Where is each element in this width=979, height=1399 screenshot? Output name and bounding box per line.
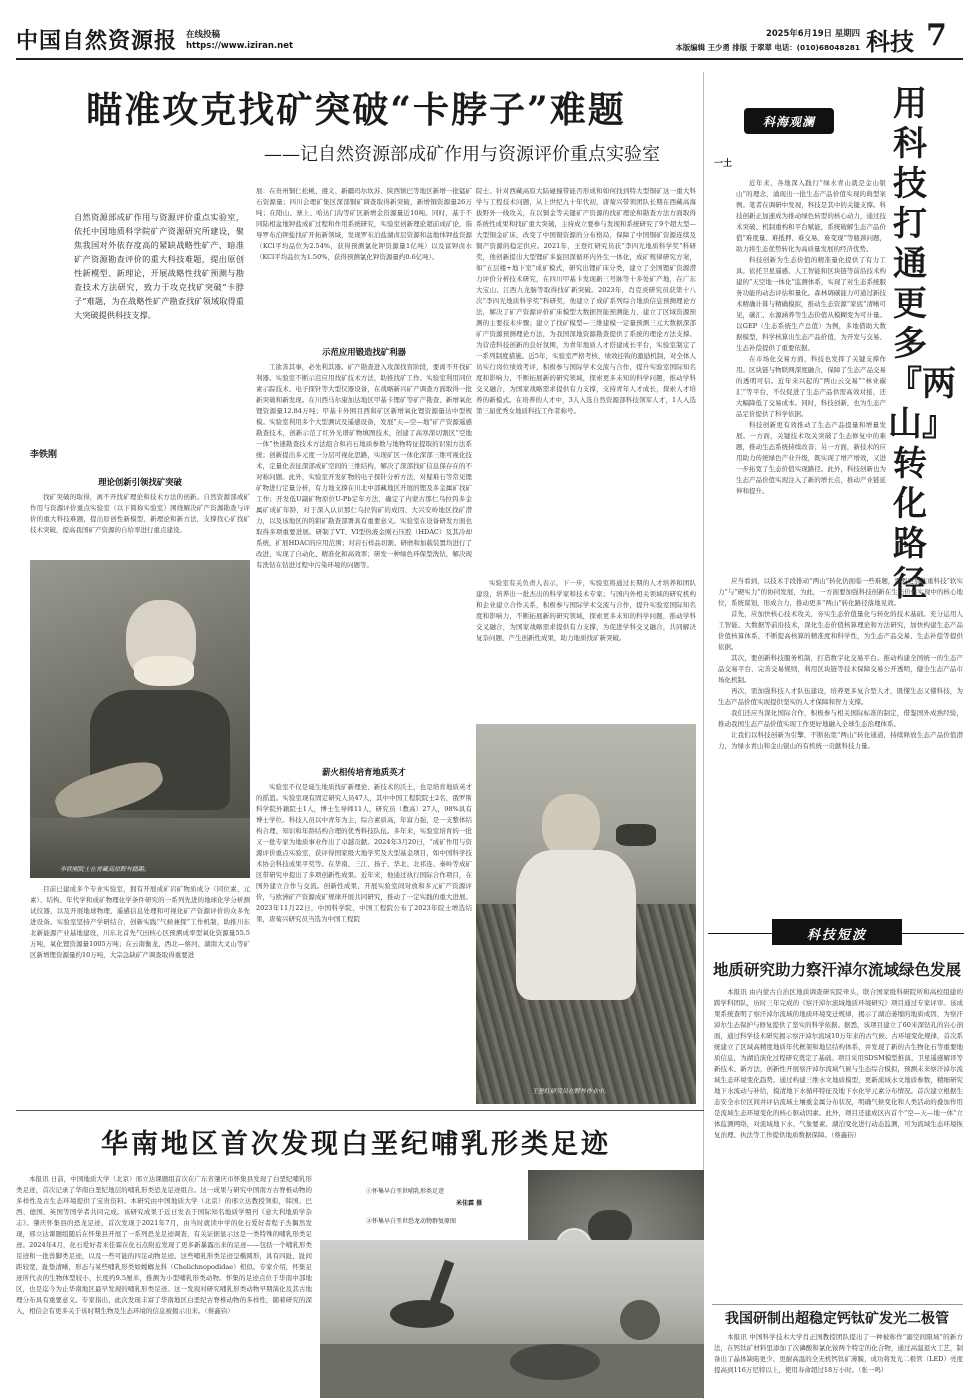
lead-subtitle: ——记自然资源部成矿作用与资源评价重点实验室	[264, 144, 660, 165]
photo-field-survey	[30, 560, 250, 878]
brief-divider	[712, 1304, 963, 1305]
lead-subhead-theory: 理论创新引领找矿突破	[98, 477, 182, 487]
page-number: 7	[926, 18, 947, 53]
lead-headline: 瞄准攻克找矿突破“卡脖子”难题	[86, 89, 626, 131]
photo-field-survey-caption: 李铁刚院士在青藏高原野外踏勘。	[60, 866, 151, 873]
lead-col2-text-a: 展：在贵州铜仁松桃、遵义、新疆玛尔坎苏、陕西镇巴等地区新增一批锰矿石资源量；四川会理矿集区深部铜矿调查取得新突破，新增铜资源量26万吨；在阳山、寨上、哈达门沟等矿区新增金资源量近10吨。同时，基于不同陆相盆地钾盐成矿过程和作用系统研究，实验室创新理论超前成矿论，指导罗布泊钾盐找矿开拓新领域，发现罗布泊盐湖卤层资源和盆地体钾盐资源（KCl平均品位为2.54%，获得预测氯化钾资源量1亿吨）以及富钾卤水（KCl平均品位为1.50%，获得预测氯化钾资源量约0.6亿吨）。	[256, 187, 472, 261]
lead-col3-text-a: 院士。针对西藏高原大陆碰撞带能否形成和如何找到特大型铜矿这一重大科学与工程技术问题，从上世纪九十年代初，唐菊兴带领团队长期在西藏高海拔野外一线攻关，在以铜金等关键矿产资源的找矿理论和勘查方法方面取得系统性成果和找矿重大突破，主持成立要参与发现和系统研究了9个超大型—大型铜金矿床，改变了中国铜资源的分布格局，保障了中国铜矿资源连续及铜产资源的稳定供应。2021年，王登红研究员获“李四光地质科学奖”科研奖，他创新提出大型锂矿多旋回深循环内外生一体化，成矿规律研究方案，如“五层楼+地下室”成矿模式，研究出锂矿床分类，建立了全国锂矿资源潜力评价分析技术研究，在四川甲基卡发现新三号脉等十多处矿产地，在广东大宝山、江西九龙脑等取得找矿新突破。2023年，肖克炎研究员获第十八次“李四光地质科学奖”科研奖，他建立了成矿系列综合地质信息预测理论方法，解决了矿产资源评价矿床模型大数据智能预测能力，建立了区域资源预测的主要技术步骤；建立了找矿模型—三维建模一定量预测三元大数据深部矿产资源预测理论方法，为我国深地资源勘查提供了系统的理论方法支撑。为营造科技创新的良好氛围，为青年地质人才搭建成长平台，实验室制定了一系列制度措施。近5年，实验室严格考核、绩效挂钩的激励机制，对全体人员实行岗位绩效考评，积极参与国际学术交流与合作，提升实验室国际知名度和影响力，不断拓展新的研究领域，探索更多未知的科学问题，推动学科交叉融合，为国家战略需求提供有力支撑，支持青年人才成长，探索人才培养的新模式。在培养的人才中，3人入选自然资源部科技领军人才，1人入选第三届优秀女地质科技工作者称号。	[476, 187, 696, 415]
editor-info: 本版编辑 王少勇 排版 于翠翠 电话：(010)68048281	[675, 43, 860, 52]
illustration-dinosaur-fauna	[320, 1240, 704, 1398]
lead-subhead-application: 示范应用锻造找矿利器	[322, 347, 406, 357]
lead-subhead-talent: 薪火相传培育地质英才	[322, 767, 406, 777]
photo-field-work-caption: 王登红研究员在野外作业中。	[532, 1088, 611, 1095]
briefs-badge-label: 科技短波	[806, 928, 867, 943]
fossil-caption-2: ②怀集早白垩世恐龙动物群复原图	[366, 1218, 457, 1225]
newspaper-name: 中国自然资源报	[16, 28, 178, 54]
issue-date: 2025年6月19日 星期四	[766, 28, 860, 38]
column-text-top: 近年来，各地深入践行“绿水青山就是金山银山”的理念，涌现出一批生态产品价值实现的典型案例。笔者在调研中发现，科技是其中的关键支撑。科技创新正加速成为推动绿色转型的核心动力，通过技术突破、机制重构和平台赋能，系统破解生态产品价值“难度量、难抵押、难交易、难变现”等瓶颈问题，助力将生态优势转化为高质量发展的经济优势。 科技创新为生态价值的精准量化提供了有力工具。依托卫星遥感、人工智能和区块链等前沿技术构建的“天空地一体化”监测体系，实现了对生态系统服务功能的动态评估和量化。森林调碳能力可通过新技术精确计算与精确模拟，推动生态资源“家底”清晰可见，碳汇、水源涵养等生态价值从模糊变为可计量。以GEP（生态系统生产总值）为例，多地借助大数据模型，科学核算出生态产品价值，为开发与交易、生态补偿提供了重要依据。 在市场化交易方面，科技也发挥了关键支撑作用。区块链与物联网深度融合，保障了生态产品交易的透明可信。近年来兴起的“两山云交易”“林业碳汇”等平台，不仅促进了生态产品供需高效对接，还大幅降低了交易成本。同时，科技创新，也为生态产品定价提供了科学依据。 科技创新更有效推动了生态产品提量和增量发展。一方面，关键技术攻关突破了生态修复中的难题，推动生态系统持续改善；另一方面，新技术的应用助力传统绿色产业升级，既实现了增产增效，又进一步拓宽了生态价值实现路径。此外，科技创新也为生态产品价值实现注入了新的增长点，推动产业链延伸和提升。	[736, 179, 886, 495]
brief2-text: 本报讯 中国科学技术大学肖正国教授团队提出了一种被称作“溺空间限域”的新方法，在钙钛矿材料里添加了次磷酸和氯化铵两个特定的化合物，通过高温退火工艺，制备出了晶体缺陷更少、更耐高温的全无机钙钛矿薄膜，成功将发光二极管（LED）亮度提高到116万尼特以上，使用寿命超过18万小时。（张一鸣）	[714, 1333, 963, 1374]
column-title: 用科技打通更多『两山』转化路径	[888, 84, 956, 604]
lead-col2-text-b: 工欲善其事，必先利其器。矿产勘查进入攻深找盲阶段，要离不开找矿利器。实验室不断示范应用找矿技术方法，助推找矿工作。实验室利用同位素示踪技术、电子探针等大型仪器设备，在战略新兴矿产调查方面取得一批新突破和新发现。在川西马尔康加达地区甲基卡锂矿等矿产勘查、新增氧化锂资源量12.84万吨；甲基卡外围目西和矿区新增氧化锂资源量达中型规模。实验室利用多个大型测试及遥感设备，发展“天—空—地”矿产资源遥感勘查技术，创新示范了红外光谱矿物填图技术，创建了高寒深切割区“空地一体”快速勘查技术方法组合和岩石地质参数与地物特征提取的识别方法系统；创新提出多元度一分层可视化思路，实现矿区一体化深部三维可视化技术，定量化表征深部成矿空间的三维结构，解决了深部找矿信息保存在的不对称问题。此外，实验室开发矿物的电子探针分析方法，对疑难石等常见锂矿物进行定量分析，有力地支撑在川北中部藏地区开展的锂及多金属矿找矿工作；开发低U副矿物原位U-Pb定年方法，确定了内蒙古那仁乌拉钨多金属矿成矿年龄，对于深入认识那仁乌拉钨矿的成因、大兴安岭地区找矿潜力，以及该地区的钨钼矿勘查部署具有重要意义。实验室在设备研发方面也取得多项重要进展。研制了VT、VI型热液金刚石压腔（HDAC）及其冷却系统，扩展HDAC的应用范围；对岩石样品切割、研磨和加载装置均进行了改进，实现了自动化、精准化和高效率；研发一种绿色环保型洗钻，解决现有洗钻在钻进过程中污染环境的问题等。	[256, 363, 472, 569]
masthead-rule	[16, 58, 963, 60]
masthead	[0, 0, 979, 60]
fossil-caption-1: ①怀集早白垩世哺乳形类足迹	[366, 1188, 445, 1195]
lead-col1-text-a: 找矿突破的取得，离不开找矿理论和技术方法的创新。自然资源部成矿作用与资源评价重点实验室（以下简称实验室）围绕解决矿产资源勘查与评价的重大科技难题，提出原创性新模型、新理论和新方法，支撑找心矿找矿技术突破，提高我国矿产资源的自给率进行重点建设。	[30, 493, 250, 534]
lead-col3-text-b: 实验室有关负责人表示，下一步，实验室将通过长期的人才培养和团队建设，培养出一批杰出的科学家和技术专家；与国内外相关领域的研究机构和企业建立合作关系，积极参与国际学术交流与合作，提升实验室国际知名度和影响力，不断拓展新的研究领域，探索更多未知的科学问题，推动学科交叉融合，为国家战略需求提供有力支撑，为促进学科交叉融合，共同解决复杂问题，产生创新性成果，助力地质找矿新突破。	[476, 579, 696, 642]
column-badge	[744, 108, 834, 134]
brief1-headline: 地质研究助力察汗淖尔流域绿色发展	[712, 960, 961, 979]
fossil-text: 本报讯 日前，中国地质大学（北京）邢立达课题组首次在广东省肇庆市怀集县发现了白垩纪哺乳形类足迹，首次记录了华南白垩纪地层的哺乳形类恐龙足迹组合。这一成果与研究中国南方古脊椎动物的多样性及古生态环境提供了宝贵资料。本研究由中国地质大学（北京）的邢立达教授领衔，韩国、巴西、德国、英国等国学者共同完成。该研究成果于近日发表于国际知名地质学期刊《意大利地质学杂志》。肇庆怀集县的恐龙足迹，首次发现于2021年7月，由当时就读中学的化石爱好者程子杰偶然发现，邢立达课题组随后在怀集县开展了一系列恐龙足迹调查，有关证据显示这是一类特殊的哺乳形类足迹。2024年4月，化石爱好者米佳霖在化石点附近发现了更多新暴露出来的足迹——包括一个哺乳形类足迹和一批兽脚类足迹，以及一些可能的四足动物足迹。这些哺乳形类足迹呈椭圆形，具有四趾，趾间距较宽，趾垫清晰，形态与某些哺乳形类如螳螂龙科（Chelichnopodidae）相似。专家介绍，怀集足迹所代表的生物体型较小，长度约9.5厘米，推测为小型哺乳形类动物。怀集的足迹点位于华南中部地区，也是迄今为止华南地区最早发现的哺乳形类足迹。这一发现对研究哺乳形类动物早期演化及其古地理分布具有重要意义。专家指出，此次发现丰富了华南地区白垩纪古脊椎动物的多样性，随着研究的深入，相信会有更多关于该时期生物及生态环境的信息被揭示出来。（蔡鑫钧）	[16, 1175, 312, 1315]
fossil-headline: 华南地区首次发现白垩纪哺乳形类足迹	[101, 1129, 611, 1160]
column-text-bottom: 应当看到，以技术手段推动“两山”转化仍面临一些难题，需要更加注重科技“软实力”与“硬实力”的协同发展，为此，一方面要加强科技创新在生态价值实现中的核心地位，系统谋划，形成合力，推动更多“两山”转化路径落地见效。 首先，应加快核心技术攻关，夯实生态价值量化与转化的技术基础。充分运用人工智能、大数据等前沿技术，深化生态价值核算理论和方法研究，加快构建生态产品价值核算体系，不断提高核算的精准度和科学性，为生态产品交易、生态补偿等提供依据。 其次，要创新科技服务机制，打造数字化交易平台。推动构建全国统一的生态产品交易平台，完善交易规则，利用区块链等技术保障交易公开透明，健全生态产品市场化机制。 再次，需加强科技人才队伍建设，培养更多复合型人才，既懂生态又懂科技，为生态产品价值实现提供坚实的人才保障和智力支撑。 我们还应当深化国际合作，积极参与相关国际标准的制定，借鉴国外成熟经验，推动我国生态产品价值实现工作更好地融入全球生态治理体系。 让我们以科技创新为引擎，不断拓宽“两山”转化通道，持续释放生态产品价值潜力，为绿水青山和金山银山的有机统一贡献科技力量。	[718, 577, 963, 750]
brief2-headline: 我国研制出超稳定钙钛矿发光二极管	[725, 1311, 949, 1327]
column-badge-label: 科海观澜	[762, 115, 815, 129]
lead-col2-text-c: 实验室不仅是诞生地质找矿新理论、新技术的沃土，也是培育地质英才的摇篮。实验室现有固定研究人员47人，其中中国工程院院士2名，俄罗斯科学院外籍院士1人，博士生导师11人，研究员（教高）27人，98%具有博士学位。科技人员以中青年为主，综合素质高，年富力强，是一支整体结构合理、知识和年龄结构合理的优秀科技队伍。多年来，实验室培育的一批又一批专家为地质事业作出了卓越贡献。2024年3月20日，“成矿作用与资源评价重点实验室，获评得国家级大地学奖及大型基金项目，如中国科学技术协会科技成果平奖等。在华南、三江、扬子、华北、北祁连、秦岭等成矿区带研究中提出了多项创新性成果。近年来，他通过执行国际合作项目，在国外建立合作与交流。创新性成果、开展实验室间对放和多元矿产资源评价，与欧洲矿产资源成矿规律开展共同研究，推动了一定实践的重大进展。2023年11月22日，中国科学院、中国工程院公布了2023年院士增选结果，唐菊兴研究员当选为中国工程院	[256, 783, 472, 923]
section-name: 科技	[866, 27, 914, 56]
lead-intro: 自然资源部成矿作用与资源评价重点实验室，依托中国地质科学院矿产资源研究所建设，聚焦我国对外依存度高的紧缺战略性矿产、暗准矿产资源勘查评价的重大科技难题，提出原创性新模型、新理论，开展战略性找矿预测与勘查技术方法研究，致力于攻克找矿突破“卡脖子”难题，为在战略性矿产勘查找矿领域取得重大突破提供科技支撑。	[74, 212, 244, 320]
submission-url[interactable]: https://www.iziran.net	[186, 41, 294, 51]
fossil-top-rule	[16, 1110, 704, 1111]
column-author: 一土	[714, 159, 733, 169]
lead-intro-box	[30, 186, 250, 444]
lead-author: 李铁刚	[30, 450, 58, 460]
fossil-caption-1-credit: 米佳霖 摄	[456, 1200, 483, 1207]
lead-col1-text-b: 目前已建成多个专业实验室，拥有开展成矿岩矿物质成分（同位素、元素）、结构、年代学和成矿物理化学条件研究的一系列先进的地球化学分析测试仪器，以及开展地球物理、遥感信息处理和可视化矿产资源评价的众多先进设备。实验室坚持产学研结合，创新实践“气候兼探”工作机制，助推川东北新能源产业基地建设，川东北首先气田核心区预测成率型氧化资源量55.5万吨，氧化锂资源量1005万吨；在云南衡龙、西北—蔡河、湖南大叉山等矿区新增锂资源量约10万吨，大宗急缺矿产调查取得重要进	[30, 885, 250, 959]
brief1-text: 本报讯 由内蒙古自治区地质调查研究院牵头，联合国家级科研院所和高校组建的跨学科团队，历时三年完成的《察汗淖尔流域地质环境研究》项目通过专家评审。该成果系统查明了察汗淖尔流域的地质环境变迁规律，揭示了湖泊萎缩的地质成因，为察汗淖尔生态保护与修复提供了坚实的科学依据。据悉，该项目建立了60米深钻孔的岩心剖面，通过科学技术研究揭示察汗淖尔流域10万年来的古气候、古环境变化规律，首次系统建立了区域高精度地质年代框架和地层结构体系，并发现了新的古生物化石等重要地质信息，为湖泊演化过程研究奠定了基础。项目采用SDSM模型推演、卫星遥感解译等新技术、新方法，创新性开展察汗淖尔流域气候与生态综合模拟，预测未来察汗淖尔流域生态环境变化趋势。通过构建三维水文地质模型，更新流域水文地质参数，精细研究地下水流动与补给，摸清地下水循环特征及地下水化学元素分布情况。首次建立根据生态安全水位区间并评估流域土壤重金属分布状况，明确气候变化和人类活动的叠加作用是流域生态环境变化的核心驱动因素。此外，项目还建成区内首个“空—天—地一体”立体监测网络，对流域地下水、气象要素、湖泊变化进行动态监测，可为流域生态环境恢复治理、执法等工作提供地质数据保障。（蔡鑫钧）	[714, 988, 963, 1139]
photo-field-work	[476, 724, 696, 1104]
briefs-badge	[772, 919, 902, 945]
online-submission-label: 在线投稿	[186, 30, 221, 40]
